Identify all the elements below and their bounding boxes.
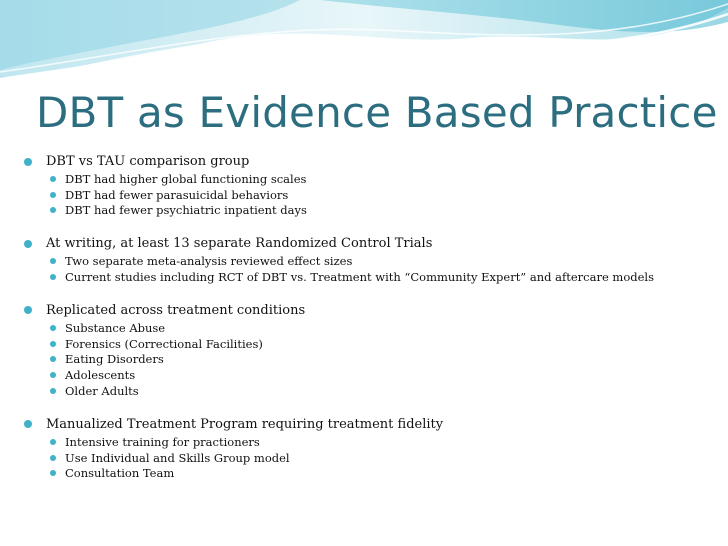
bullet-dot-icon [50,470,56,476]
list-item [24,253,714,269]
list-item [24,415,714,434]
sub-item-text: Substance Abuse [65,320,166,335]
section-heading: DBT vs TAU comparison group [46,154,250,169]
bullet-dot-icon [24,158,32,166]
bullet-dot-icon [50,455,56,461]
section-rct [24,234,714,285]
section-replicated [24,301,714,399]
sub-item-text: Forensics (Correctional Facilities) [65,336,263,351]
list-item [24,383,714,399]
list-item [24,301,714,320]
section-heading: At writing, at least 13 separate Randomized Control Trials [46,236,433,252]
section-heading: Replicated across treatment conditions [46,302,306,318]
list-item [24,352,714,368]
sub-item-text: Current studies including RCT of DBT vs. Treatment with “Community Expert” and aftercare models [65,270,654,285]
bullet-dot-icon [50,325,56,331]
bullet-dot-icon [24,240,32,248]
bullet-dot-icon [50,207,56,213]
list-item [24,171,714,187]
sub-item-text: Intensive training for practioners [65,434,260,449]
list-item [24,320,714,336]
bullet-dot-icon [50,341,56,347]
slide-body [24,152,714,497]
list-item [24,269,714,285]
list-item [24,450,714,466]
bullet-dot-icon [50,356,56,362]
sub-item-text: Eating Disorders [65,352,164,367]
bullet-dot-icon [50,176,56,182]
list-item [24,203,714,219]
list-item [24,367,714,383]
bullet-dot-icon [24,306,32,314]
section-heading: Manualized Treatment Program requiring treatment fidelity [46,416,444,432]
section-dbt-vs-tau [24,152,714,218]
list-item [24,336,714,352]
list-item [24,434,714,450]
bullet-dot-icon [50,258,56,264]
sub-item-text: Two separate meta-analysis reviewed effect sizes [65,254,353,269]
header-wave-decoration [0,0,728,90]
bullet-dot-icon [50,439,56,445]
slide-title: DBT as Evidence Based Practice [36,88,718,137]
bullet-dot-icon [50,388,56,394]
bullet-dot-icon [50,372,56,378]
list-item [24,152,714,171]
bullet-dot-icon [50,274,56,280]
sub-item-text: DBT had higher global functioning scales [65,171,307,186]
sub-item-text: DBT had fewer psychiatric inpatient days [65,203,307,218]
sub-item-text: Older Adults [65,384,139,399]
list-item [24,187,714,203]
bullet-dot-icon [50,192,56,198]
list-item [24,234,714,253]
list-item [24,466,714,482]
sub-item-text: Consultation Team [65,466,175,481]
sub-item-text: DBT had fewer parasuicidal behaviors [65,187,289,202]
sub-item-text: Adolescents [65,368,136,383]
sub-item-text: Use Individual and Skills Group model [65,450,290,465]
section-manualized [24,415,714,481]
bullet-dot-icon [24,420,32,428]
